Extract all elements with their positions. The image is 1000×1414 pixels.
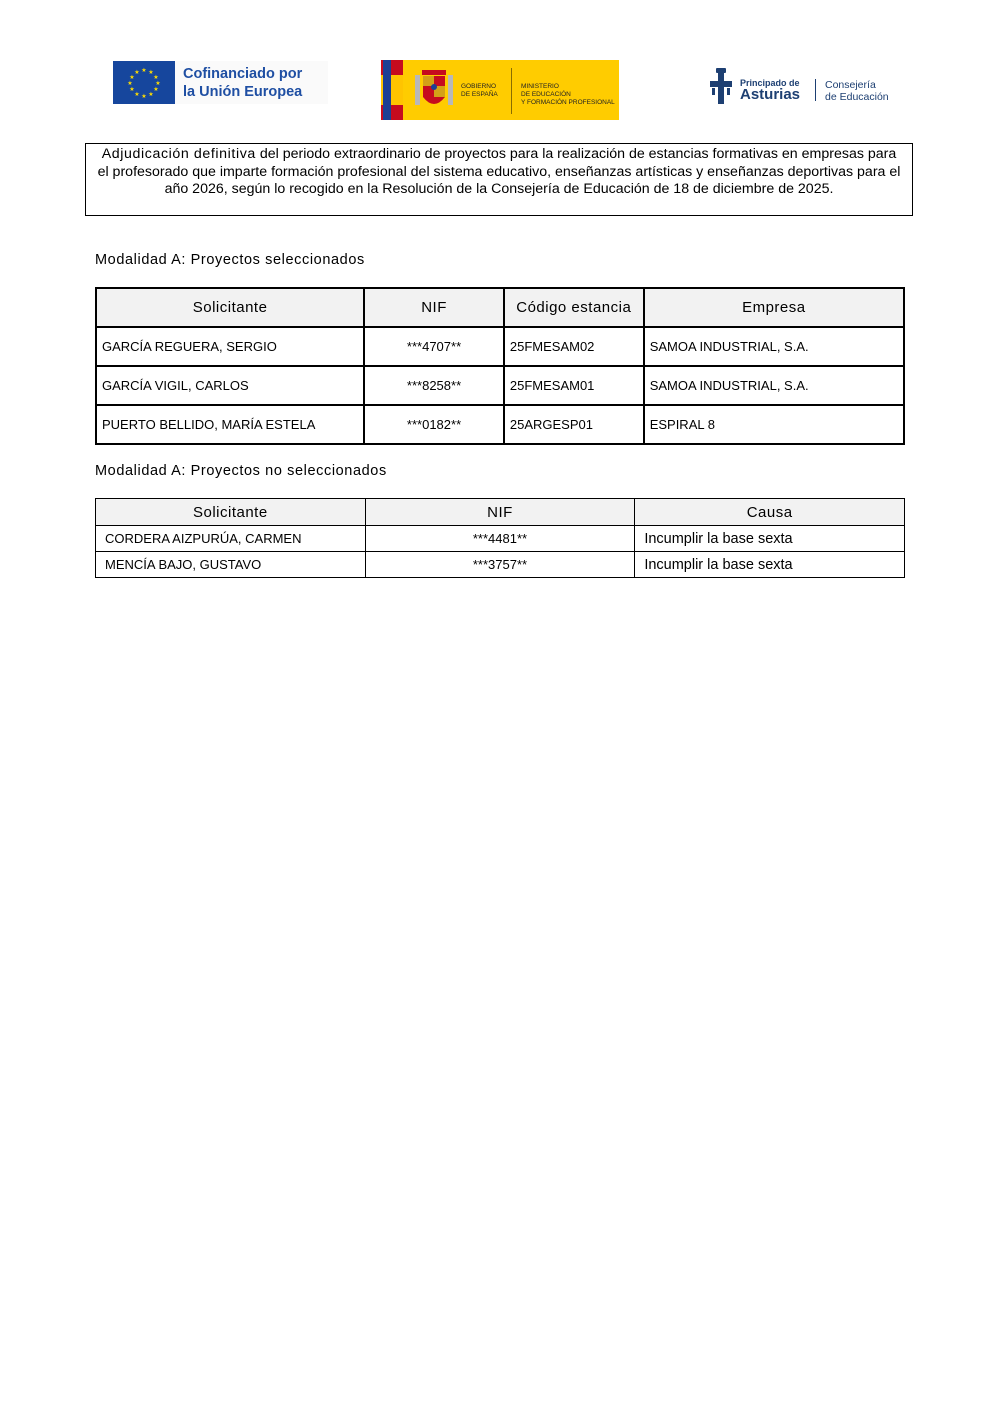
svg-text:★: ★ [153,74,159,81]
cell-nif: ***4707** [364,327,504,366]
ministerio-line3: Y FORMACIÓN PROFESIONAL [521,99,615,106]
svg-text:★: ★ [148,69,154,76]
svg-text:★: ★ [127,80,133,87]
cell-nif: ***3757** [365,552,635,578]
gobierno-line2: DE ESPAÑA [461,91,498,98]
cell-codigo: 25ARGESP01 [504,405,644,444]
header-nif: NIF [364,288,504,327]
title-first-words: Adjudicación definitiva [101,146,256,162]
svg-text:★: ★ [129,86,135,93]
cell-solicitante: MENCÍA BAJO, GUSTAVO [96,552,366,578]
header-nif: NIF [365,499,635,526]
ministerio-text [521,83,615,107]
svg-text:★: ★ [153,86,159,93]
principado-text: Principado de [740,78,800,88]
gobierno-line1: GOBIERNO [461,83,497,90]
table-row [96,552,905,578]
cell-nif: ***4481** [365,526,635,552]
table-row [96,327,904,366]
consejeria-text [825,79,889,103]
cell-empresa: SAMOA INDUSTRIAL, S.A. [644,327,904,366]
table-header-row [96,288,904,327]
table-header-row [96,499,905,526]
table-row [96,405,904,444]
gobierno-divider [511,68,512,114]
cell-empresa: ESPIRAL 8 [644,405,904,444]
not-selected-section-label: Modalidad A: Proyectos no seleccionados [95,463,387,479]
table-row [96,366,904,405]
victory-cross-icon [708,68,734,111]
eu-logo-line1: Cofinanciado por [183,65,303,82]
cell-empresa: SAMOA INDUSTRIAL, S.A. [644,366,904,405]
consejeria-line2: de Educación [825,91,889,103]
cell-codigo: 25FMESAM01 [504,366,644,405]
gobierno-text [461,83,498,99]
cell-causa: Incumplir la base sexta [635,552,905,578]
selected-section-label: Modalidad A: Proyectos seleccionados [95,252,365,268]
cell-causa: Incumplir la base sexta [635,526,905,552]
asturias-divider [815,79,816,101]
header-codigo-estancia: Código estancia [504,288,644,327]
ministerio-line1: MINISTERIO [521,83,559,90]
header-solicitante: Solicitante [96,288,364,327]
cell-solicitante: GARCÍA VIGIL, CARLOS [96,366,364,405]
eu-logo-text [183,65,302,101]
svg-text:★: ★ [141,93,147,100]
coat-of-arms-icon [413,67,455,118]
svg-text:★: ★ [148,91,154,98]
gobierno-espana-logo [381,60,619,120]
document-title [85,143,913,216]
not-selected-projects-table [95,498,905,578]
svg-text:★: ★ [134,69,140,76]
selected-projects-table [95,287,905,445]
svg-text:★: ★ [155,80,161,87]
cell-nif: ***8258** [364,366,504,405]
cell-codigo: 25FMESAM02 [504,327,644,366]
cell-solicitante: GARCÍA REGUERA, SERGIO [96,327,364,366]
table-row [96,526,905,552]
svg-text:★: ★ [141,67,147,74]
eu-cofinancing-logo [113,61,328,104]
svg-text:★: ★ [134,91,140,98]
header-causa: Causa [635,499,905,526]
title-rest: del periodo extraordinario de proyectos para la realización de estancias formativas en empresas para el profesorado que imparte formación profesional del sistema educativo, enseñanzas artísticas y enseñanzas deportivas para el año 2026, según lo recogido en la Resolución de la Consejería de Educación de 18 de diciembre de 2025. [97,146,901,197]
asturias-text: Asturias [740,86,801,103]
eu-flag-icon [113,61,175,104]
cell-solicitante: CORDERA AIZPURÚA, CARMEN [96,526,366,552]
header-solicitante: Solicitante [96,499,366,526]
cell-nif: ***0182** [364,405,504,444]
spain-flag-band-icon [381,60,403,120]
consejeria-line1: Consejería [825,79,876,91]
cell-solicitante: PUERTO BELLIDO, MARÍA ESTELA [96,405,364,444]
principado-asturias-logo [708,66,898,106]
eu-logo-line2: la Unión Europea [183,83,303,100]
header-empresa: Empresa [644,288,904,327]
ministerio-line2: DE EDUCACIÓN [521,91,571,98]
svg-text:★: ★ [129,74,135,81]
